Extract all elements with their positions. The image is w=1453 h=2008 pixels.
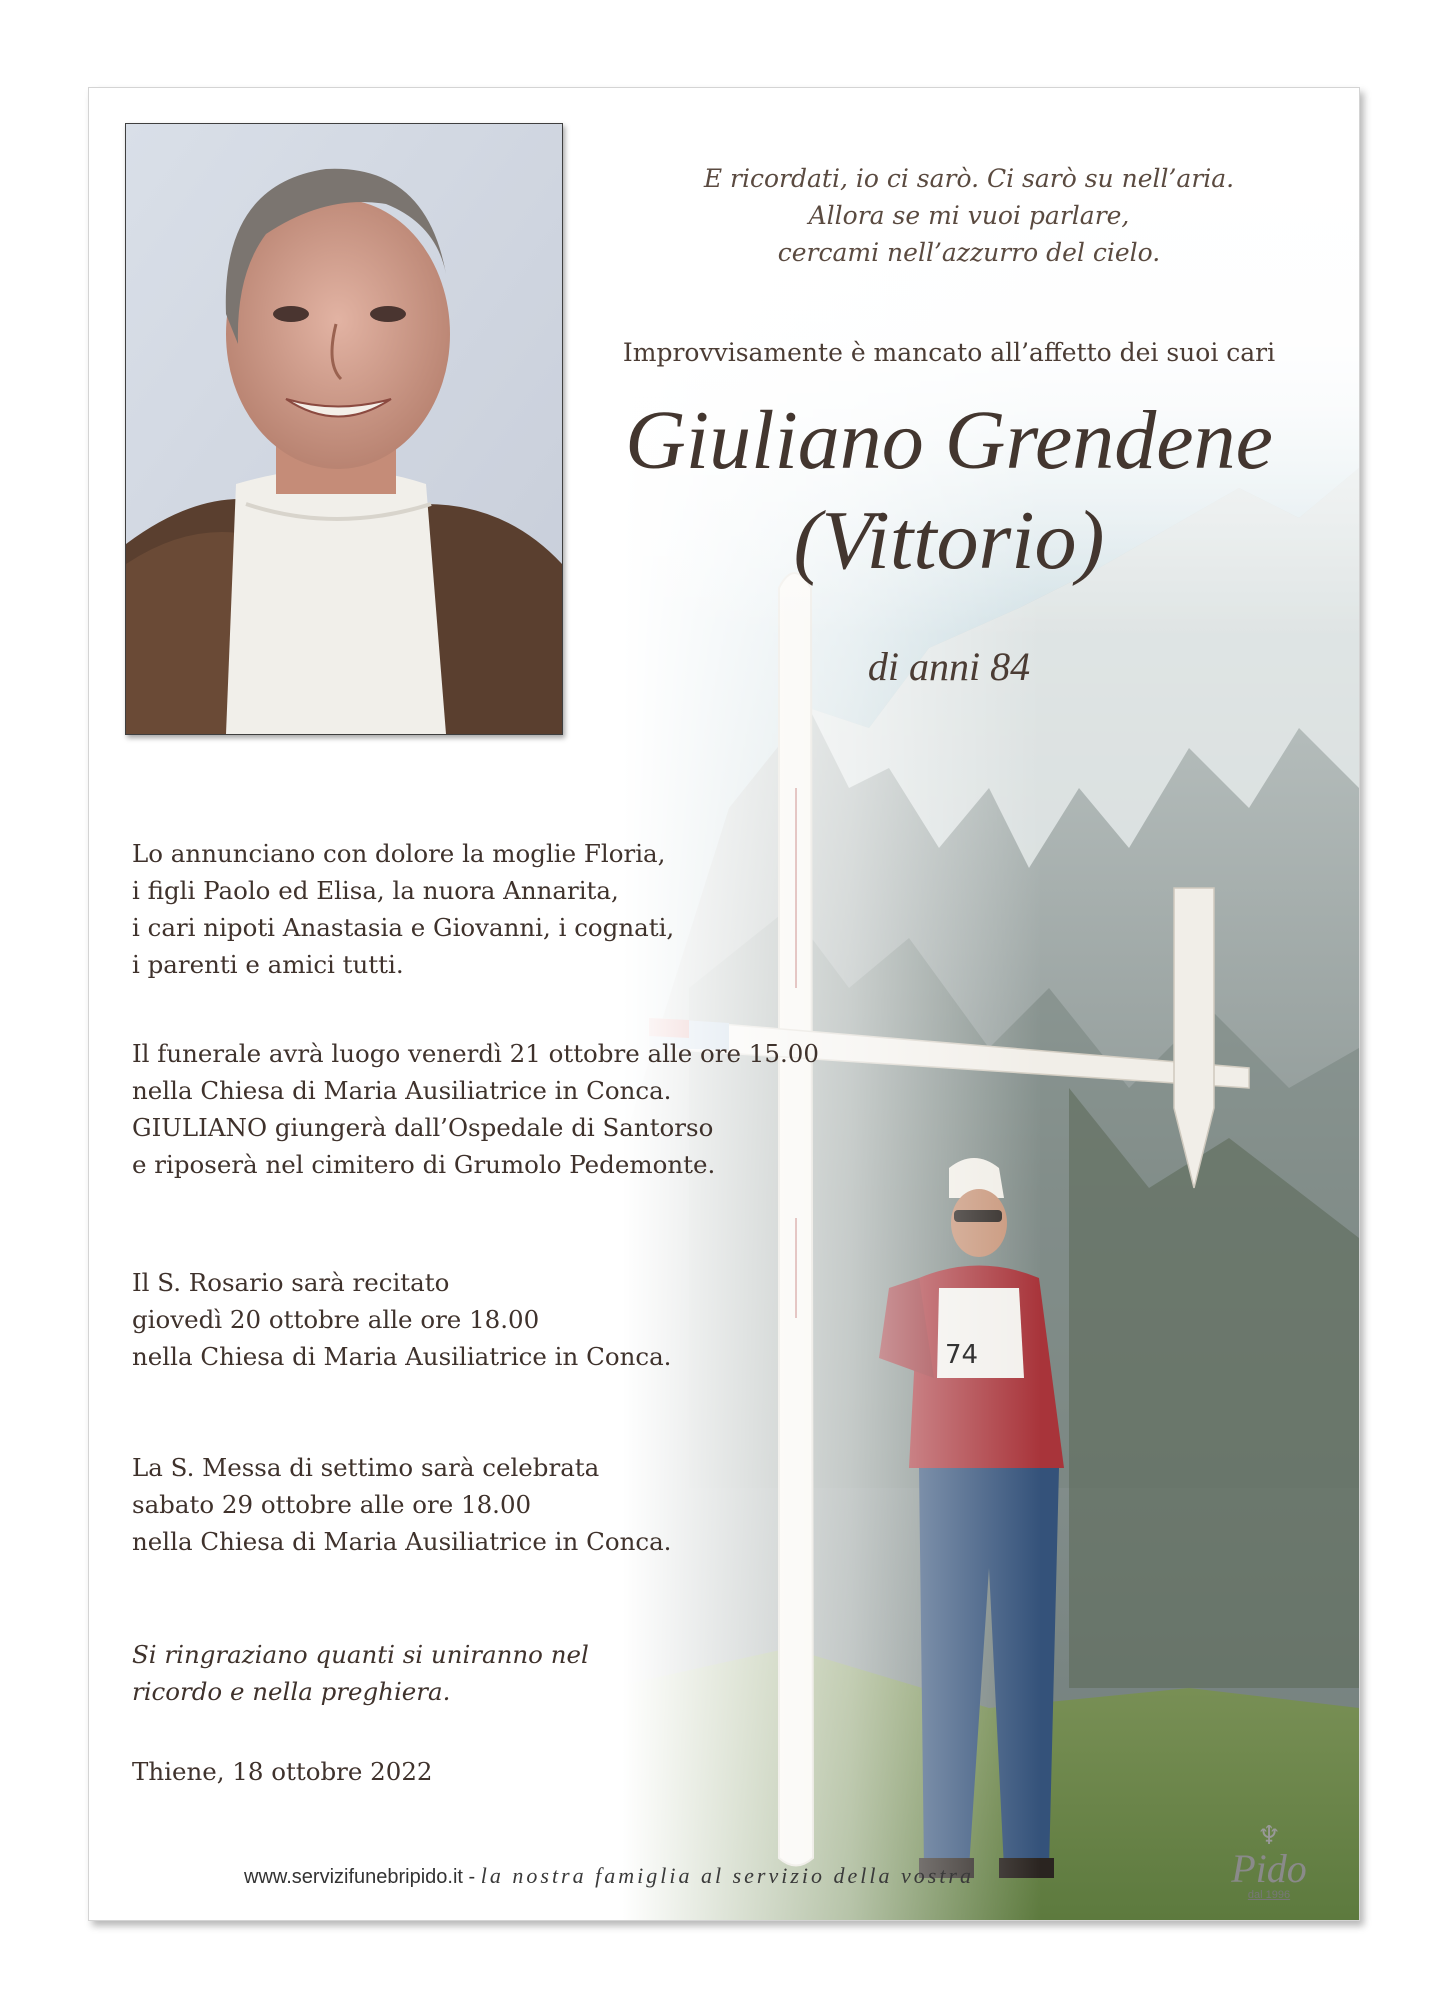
logo-since: dal 1996 [1247,1889,1291,1901]
website-link[interactable]: www.servizifunebripido.it [244,1866,463,1888]
text-line: sabato 29 ottobre alle ore 18.00 [132,1490,532,1519]
text-line: Si ringraziano quanti si uniranno nel [132,1640,589,1669]
text-line: i cari nipoti Anastasia e Giovanni, i cognati, [132,913,675,942]
text-line: Il S. Rosario sarà recitato [132,1268,450,1297]
text-line: nella Chiesa di Maria Ausiliatrice in Conca. [132,1076,672,1105]
text-line: e riposerà nel cimitero di Grumolo Pedemonte. [132,1150,716,1179]
text-line: Lo annunciano con dolore la moglie Floria, [132,839,666,868]
text-line: ricordo e nella preghiera. [132,1677,451,1706]
quote-line: cercami nell’azzurro del cielo. [777,238,1161,267]
portrait-photo [125,123,563,735]
dateline: Thiene, 18 ottobre 2022 [132,1757,433,1786]
deceased-name-block [559,391,1339,591]
quote-line: Allora se mi vuoi parlare, [808,201,1130,230]
footer [244,1863,974,1889]
family-paragraph [132,835,674,983]
text-line: nella Chiesa di Maria Ausiliatrice in Conca. [132,1342,672,1371]
obituary-card [88,87,1360,1921]
thanks-paragraph [132,1636,589,1710]
logo-brand: Pido [1231,1846,1307,1891]
deceased-age: di anni 84 [867,644,1031,689]
mass-paragraph [132,1449,671,1560]
quote-line: E ricordati, io ci sarò. Ci sarò su nell’aria. [703,164,1235,193]
footer-slogan: la nostra famiglia al servizio della vostra [480,1863,974,1888]
text-line: i figli Paolo ed Elisa, la nuora Annarita, [132,876,619,905]
quote [609,160,1329,271]
text-line: La S. Messa di settimo sarà celebrata [132,1453,600,1482]
company-logo [1214,1823,1324,1903]
deceased-nickname: (Vittorio) [793,494,1105,587]
flame-icon: ♆ [1257,1821,1281,1850]
text-line: nella Chiesa di Maria Ausiliatrice in Conca. [132,1527,672,1556]
funeral-paragraph [132,1035,819,1183]
footer-separator: - [462,1866,481,1888]
text-line: Il funerale avrà luogo venerdì 21 ottobre alle ore 15.00 [132,1039,819,1068]
text-line: GIULIANO giungerà dall’Ospedale di Santorso [132,1113,714,1142]
text-line: i parenti e amici tutti. [132,950,404,979]
text-line: giovedì 20 ottobre alle ore 18.00 [132,1305,540,1334]
bib-number: 74 [945,1340,979,1370]
rosary-paragraph [132,1264,671,1375]
deceased-name: Giuliano Grendene [625,394,1273,487]
announcement-intro: Improvvisamente è mancato all’affetto dei suoi cari [622,338,1276,367]
